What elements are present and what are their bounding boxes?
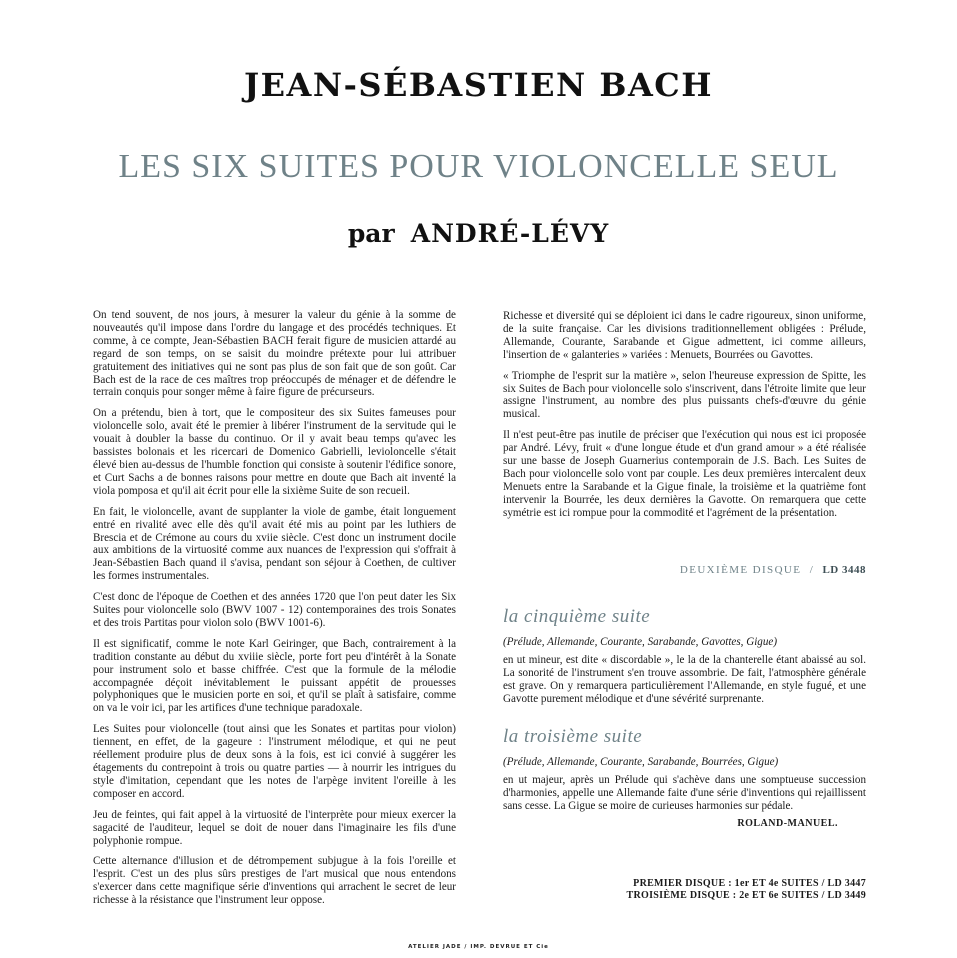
composer-title: JEAN-SÉBASTIEN BACH bbox=[243, 66, 713, 104]
paragraph: C'est donc de l'époque de Coethen et des années 1720 que l'on peut dater les Six Suites pour violoncelle solo (BWV 1007 - 12) contemporaines des trois Sonates et des trois Partitas pour violon solo (BWV 1001-6). bbox=[93, 591, 456, 629]
suite-5-title: la cinquième suite bbox=[503, 606, 651, 627]
performer-name: ANDRÉ-LÉVY bbox=[410, 219, 610, 248]
paragraph: Il n'est peut-être pas inutile de préciser que l'exécution qui nous est ici proposée par André. Lévy, fruit « d'une longue étude et d'un grand amour » a été réalisée sur une basse de Joseph Guarnerius contemporain de J.S. Bach. Les Suites de Bach pour violoncelle solo vont par couple. Les deux premières intercalent deux Menuets entre la Sarabande et la Gigue finale, la troisième et la quatrième font intervenir la Bourrée, les deux dernières la Gavotte. On remarquera que cette symétrie est ici rompue pour la commodité et l'agrément de la présentation. bbox=[503, 429, 866, 519]
paragraph: On a prétendu, bien à tort, que le compositeur des six Suites fameuses pour violoncelle solo, avait été le premier à libérer l'instrument de la servitude qui le vouait à doubler la basse du continuo. Or il y avait beau temps qu'avec les bassistes bolonais et les ricercari de Domenico Gabrielli, levioloncelle s'était élevé bien au-dessus de l'humble fonction qui consiste à soutenir l'édifice sonore, et Curt Sachs a de bonnes raisons pour mettre en doute que Bach ait inventé la viola pomposa et qu'il ait écrit pour elle la sixième Suite de son recueil. bbox=[93, 407, 456, 497]
work-subtitle: LES SIX SUITES POUR VIOLONCELLE SEUL bbox=[118, 148, 839, 185]
disc-line: TROISIÈME DISQUE : 2e ET 6e SUITES / LD 3449 bbox=[626, 890, 866, 901]
disc-separator: / bbox=[809, 564, 815, 576]
disc-label bbox=[503, 564, 866, 576]
paragraph: En fait, le violoncelle, avant de supplanter la viole de gambe, était longuement entré en rivalité avec elle dès qu'il avait été mis au point par les luthiers de Brescia et de Crémone au cours du xviie siècle. C'est donc un instrument docile aux ambitions de la virtuosité comme aux nuances de l'expression qui s'offrait à Jean-Sébastien Bach quand il s'avisa, pendant son séjour à Coethen, de cultiver les formes instrumentales. bbox=[93, 505, 456, 583]
paragraph: Jeu de feintes, qui fait appel à la virtuosité de l'interprète pour mieux exercer la sagacité de l'auditeur, lequel se doit de nouer dans l'imaginaire les fils d'une polyphonie rompue. bbox=[93, 808, 456, 847]
suite-5-movements: (Prélude, Allemande, Courante, Sarabande, Gavottes, Gigue) bbox=[503, 636, 778, 648]
liner-notes-right-column bbox=[503, 310, 866, 528]
liner-notes-left-column bbox=[93, 309, 456, 915]
printer-credit: ATELIER JADE / IMP. DEVRUE ET Cie bbox=[408, 944, 549, 950]
suite-5-description: en ut mineur, est dite « discordable », le la de la chanterelle étant abaissé au sol. La sonorité de l'instrument s'en trouve assombrie. De fait, l'atmosphère générale est grave. On y remarquera particulièrement l'Allemande, en style fugué, et une Gavotte purement mélodique et d'une sévérité surprenante. bbox=[503, 654, 866, 705]
suite-3-title: la troisième suite bbox=[503, 726, 643, 747]
author-signature: ROLAND-MANUEL. bbox=[737, 818, 838, 829]
suite-3-movements: (Prélude, Allemande, Courante, Sarabande, Bourrées, Gigue) bbox=[503, 756, 779, 768]
paragraph: Il est significatif, comme le note Karl Geiringer, que Bach, contrairement à la tradition constante au début du xviiie siècle, porte fort peu d'intérêt à la Sonate pour instrument solo et basse chiffrée. C'est que la formule de la mélodie accompagnée déçoit inévitablement le puissant appétit de prouesses polyphoniques que le musicien porte en soi, et qu'il se plaît à satisfaire, comme on va le voir ici, par les artifices d'une technique paradoxale. bbox=[93, 637, 456, 715]
performer-line bbox=[0, 219, 957, 248]
by-word: par bbox=[347, 219, 395, 248]
other-discs bbox=[503, 878, 866, 902]
disc-label-text: DEUXIÈME DISQUE bbox=[679, 564, 802, 576]
paragraph: Cette alternance d'illusion et de détrompement subjugue à la fois l'oreille et l'esprit. C'est un des plus sûrs prestiges de l'art musical que nous entendons s'exercer dans cette magnifique série d'inventions qui arrachent le secret de leur richesse à la résistance que l'instrument leur oppose. bbox=[93, 855, 456, 907]
paragraph: Richesse et diversité qui se déploient ici dans le cadre rigoureux, sinon uniforme, de la suite française. Car les divisions traditionnellement obligées : Prélude, Allemande, Courante, Sarabande et Gigue admettent, ici comme ailleurs, l'insertion de « galanteries » variées : Menuets, Bourrées ou Gavottes. bbox=[503, 310, 866, 361]
paragraph: Les Suites pour violoncelle (tout ainsi que les Sonates et partitas pour violon) tiennent, en effet, de la gageure : l'instrument mélodique, et qui ne peut réellement produire plus de deux sons à la fois, est ici convié à suggérer les étagements du contrepoint à trois ou quatre parties — à nourrir les intrigues du style d'imitation, cependant que les notes de l'arpège invitent l'oreille à les composer en accord. bbox=[93, 723, 456, 800]
paragraph: On tend souvent, de nos jours, à mesurer la valeur du génie à la somme de nouveautés qu'il impose dans l'ordre du langage et des procédés techniques. Et comme, à ce compte, Jean-Sébastien BACH ferait figure de musicien attardé au regard de son temps, on se saisit du moindre prétexte pour lui attribuer gratuitement des initiatives qui ne sont pas plus de son fait que de son goût. Car Bach est de la race de ces maîtres trop préoccupés de ménager et de défendre le terrain conquis pour songer même à faire figure de précurseurs. bbox=[93, 309, 456, 399]
disc-line: PREMIER DISQUE : 1er ET 4e SUITES / LD 3447 bbox=[633, 878, 866, 889]
suite-3-description: en ut majeur, après un Prélude qui s'achève dans une somptueuse succession d'harmonies, appelle une Allemande faite d'une série d'inventions qui rejaillissent sans cesse. La Gigue se moire de curieuses harmonies sur pédale. bbox=[503, 774, 866, 812]
disc-number: LD 3448 bbox=[822, 564, 866, 576]
paragraph: « Triomphe de l'esprit sur la matière », selon l'heureuse expression de Spitte, les six Suites de Bach pour violoncelle solo s'inscrivent, dans l'étroite limite que leur assigne l'instrument, au nombre des plus puissants chefs-d'œuvre du génie musical. bbox=[503, 369, 866, 421]
